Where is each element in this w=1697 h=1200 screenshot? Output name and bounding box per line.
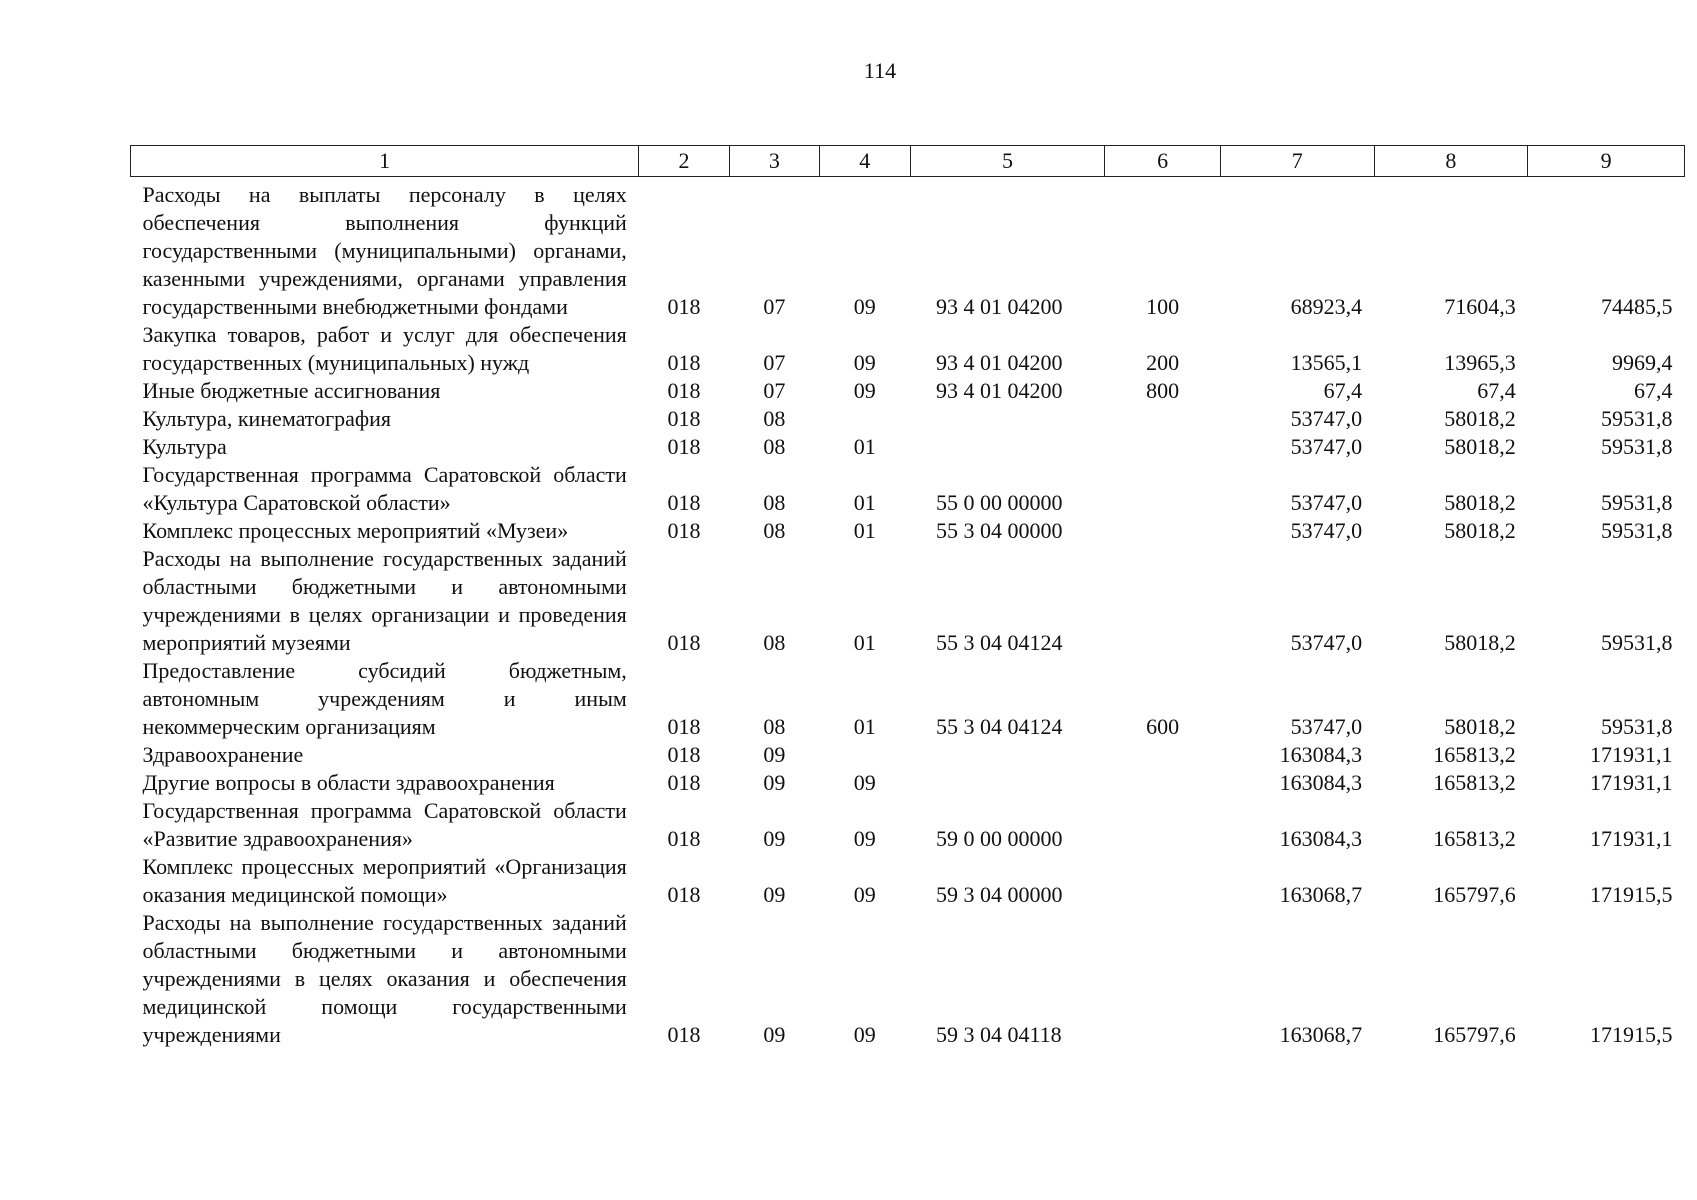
row-amount-3: 171915,5 — [1590, 1022, 1673, 1047]
row-amount-3: 171931,1 — [1590, 742, 1673, 767]
row-name: Расходы на выполнение государственных заданий областными бюджетными и автономными учреждениями в целях оказания и обеспечения медицинской помощи государственными учреждениями — [142, 910, 627, 1047]
header-cell-2: 2 — [639, 146, 729, 177]
header-cell-6: 6 — [1105, 146, 1221, 177]
row-grbs: 018 — [667, 406, 701, 431]
row-amount-2: 58018,2 — [1444, 518, 1516, 543]
row-target-article: 55 3 04 04124 — [936, 630, 1063, 655]
row-amount-2: 165797,6 — [1433, 1022, 1516, 1047]
row-target-article: 59 3 04 00000 — [936, 882, 1063, 907]
row-name: Государственная программа Саратовской области «Культура Саратовской области» — [142, 462, 627, 515]
row-amount-1: 53747,0 — [1290, 630, 1363, 655]
row-amount-2: 58018,2 — [1444, 714, 1516, 739]
budget-table — [130, 145, 1685, 1049]
row-expense-type: 800 — [1146, 378, 1180, 403]
row-amount-3: 171931,1 — [1590, 826, 1673, 851]
row-subsection: 09 — [853, 378, 876, 403]
row-amount-2: 67,4 — [1477, 378, 1516, 403]
row-amount-3: 171915,5 — [1590, 882, 1673, 907]
row-amount-2: 71604,3 — [1444, 294, 1516, 319]
row-amount-2: 165813,2 — [1433, 742, 1516, 767]
row-subsection: 01 — [853, 518, 876, 543]
row-section: 09 — [763, 826, 786, 851]
row-target-article: 93 4 01 04200 — [936, 378, 1063, 403]
row-name: Культура — [142, 434, 227, 459]
row-section: 09 — [763, 1022, 786, 1047]
header-cell-4: 4 — [820, 146, 910, 177]
row-amount-3: 9969,4 — [1612, 350, 1673, 375]
row-target-article — [910, 433, 1105, 461]
row-name: Расходы на выплаты персоналу в целях обеспечения выполнения функций государственными (муниципальными) органами, казенными учреждениями, органами управления государственными внебюджетными фондами — [142, 182, 627, 319]
row-expense-type — [1105, 741, 1221, 769]
row-amount-2: 165813,2 — [1433, 826, 1516, 851]
row-amount-1: 163084,3 — [1279, 826, 1363, 851]
row-target-article — [910, 741, 1105, 769]
row-name: Здравоохранение — [142, 742, 304, 767]
row-target-article: 55 3 04 00000 — [936, 518, 1063, 543]
row-target-article: 93 4 01 04200 — [936, 294, 1063, 319]
table-body — [131, 177, 1685, 1050]
table-row — [131, 433, 1685, 461]
row-amount-3: 59531,8 — [1601, 714, 1673, 739]
row-target-article: 55 0 00 00000 — [936, 490, 1063, 515]
row-name: Комплекс процессных мероприятий «Музеи» — [142, 518, 569, 543]
table-row — [131, 321, 1685, 377]
row-section: 08 — [763, 518, 786, 543]
row-grbs: 018 — [667, 490, 701, 515]
row-target-article: 93 4 01 04200 — [936, 350, 1063, 375]
row-amount-3: 67,4 — [1634, 378, 1673, 403]
row-subsection: 01 — [853, 714, 876, 739]
row-subsection: 09 — [853, 294, 876, 319]
row-section: 09 — [763, 882, 786, 907]
header-cell-3: 3 — [729, 146, 819, 177]
row-subsection: 01 — [853, 490, 876, 515]
row-name: Другие вопросы в области здравоохранения — [142, 770, 555, 795]
row-name: Комплекс процессных мероприятий «Организация оказания медицинской помощи» — [142, 854, 627, 907]
row-amount-3: 59531,8 — [1601, 630, 1673, 655]
row-amount-1: 163068,7 — [1279, 882, 1363, 907]
row-grbs: 018 — [667, 826, 701, 851]
row-section: 07 — [763, 350, 786, 375]
row-amount-3: 59531,8 — [1601, 434, 1673, 459]
row-amount-2: 165797,6 — [1433, 882, 1516, 907]
table-row — [131, 405, 1685, 433]
row-section: 08 — [763, 490, 786, 515]
row-section: 08 — [763, 714, 786, 739]
row-grbs: 018 — [667, 882, 701, 907]
row-grbs: 018 — [667, 294, 701, 319]
row-amount-2: 58018,2 — [1444, 490, 1516, 515]
row-target-article — [910, 405, 1105, 433]
row-amount-1: 67,4 — [1323, 378, 1363, 403]
row-amount-2: 13965,3 — [1444, 350, 1516, 375]
header-cell-8: 8 — [1374, 146, 1528, 177]
row-amount-3: 74485,5 — [1601, 294, 1673, 319]
row-amount-2: 58018,2 — [1444, 406, 1516, 431]
row-subsection: 09 — [853, 882, 876, 907]
row-grbs: 018 — [667, 434, 701, 459]
row-section: 08 — [763, 406, 786, 431]
row-grbs: 018 — [667, 1022, 701, 1047]
table-row — [131, 741, 1685, 769]
row-expense-type — [1105, 797, 1221, 853]
row-expense-type — [1105, 909, 1221, 1049]
header-cell-7: 7 — [1220, 146, 1374, 177]
row-grbs: 018 — [667, 378, 701, 403]
table-row — [131, 769, 1685, 797]
row-expense-type — [1105, 853, 1221, 909]
row-amount-1: 53747,0 — [1290, 490, 1363, 515]
row-section: 09 — [763, 770, 786, 795]
row-subsection: 09 — [853, 826, 876, 851]
table-row — [131, 461, 1685, 517]
header-row — [131, 146, 1685, 177]
header-cell-5: 5 — [910, 146, 1105, 177]
table-row — [131, 853, 1685, 909]
row-target-article: 55 3 04 04124 — [936, 714, 1063, 739]
row-amount-1: 163084,3 — [1279, 742, 1363, 767]
row-subsection: 09 — [853, 350, 876, 375]
row-amount-1: 163084,3 — [1279, 770, 1363, 795]
row-amount-3: 59531,8 — [1601, 518, 1673, 543]
row-name: Закупка товаров, работ и услуг для обеспечения государственных (муниципальных) нужд — [142, 322, 627, 375]
table-row — [131, 377, 1685, 405]
row-amount-1: 68923,4 — [1290, 294, 1363, 319]
page-number: 114 — [863, 58, 897, 83]
row-name: Расходы на выполнение государственных заданий областными бюджетными и автономными учреждениями в целях организации и проведения мероприятий музеями — [142, 546, 627, 655]
row-section: 08 — [763, 434, 786, 459]
row-expense-type — [1105, 517, 1221, 545]
row-expense-type — [1105, 433, 1221, 461]
row-expense-type: 100 — [1146, 294, 1180, 319]
row-subsection — [820, 741, 910, 769]
row-grbs: 018 — [667, 714, 701, 739]
row-grbs: 018 — [667, 350, 701, 375]
row-section: 09 — [763, 742, 786, 767]
row-target-article: 59 0 00 00000 — [936, 826, 1063, 851]
row-grbs: 018 — [667, 518, 701, 543]
row-amount-1: 53747,0 — [1290, 434, 1363, 459]
row-expense-type — [1105, 405, 1221, 433]
row-target-article — [910, 769, 1105, 797]
row-name: Государственная программа Саратовской области «Развитие здравоохранения» — [142, 798, 627, 851]
row-subsection: 01 — [853, 434, 876, 459]
row-grbs: 018 — [667, 742, 701, 767]
table-row — [131, 545, 1685, 657]
row-amount-2: 58018,2 — [1444, 630, 1516, 655]
header-cell-9: 9 — [1528, 146, 1685, 177]
row-amount-3: 59531,8 — [1601, 490, 1673, 515]
row-expense-type — [1105, 461, 1221, 517]
table-row — [131, 657, 1685, 741]
row-subsection: 09 — [853, 770, 876, 795]
row-expense-type — [1105, 545, 1221, 657]
row-grbs: 018 — [667, 770, 701, 795]
table-row — [131, 909, 1685, 1049]
row-subsection: 01 — [853, 630, 876, 655]
row-amount-1: 53747,0 — [1290, 518, 1363, 543]
row-section: 08 — [763, 630, 786, 655]
row-target-article: 59 3 04 04118 — [936, 1022, 1062, 1047]
row-name: Предоставление субсидий бюджетным, автономным учреждениям и иным некоммерческим организациям — [142, 658, 627, 739]
table-row — [131, 517, 1685, 545]
row-amount-2: 165813,2 — [1433, 770, 1516, 795]
row-subsection: 09 — [853, 1022, 876, 1047]
row-expense-type: 600 — [1146, 714, 1180, 739]
row-amount-2: 58018,2 — [1444, 434, 1516, 459]
header-cell-1: 1 — [131, 146, 639, 177]
row-amount-1: 53747,0 — [1290, 406, 1363, 431]
row-name: Культура, кинематография — [142, 406, 392, 431]
row-grbs: 018 — [667, 630, 701, 655]
table-row — [131, 797, 1685, 853]
row-amount-1: 163068,7 — [1279, 1022, 1363, 1047]
row-expense-type — [1105, 769, 1221, 797]
table-row — [131, 177, 1685, 322]
row-section: 07 — [763, 378, 786, 403]
row-amount-1: 13565,1 — [1290, 350, 1363, 375]
row-section: 07 — [763, 294, 786, 319]
row-subsection — [820, 405, 910, 433]
row-amount-1: 53747,0 — [1290, 714, 1363, 739]
row-amount-3: 59531,8 — [1601, 406, 1673, 431]
row-expense-type: 200 — [1146, 350, 1180, 375]
row-amount-3: 171931,1 — [1590, 770, 1673, 795]
row-name: Иные бюджетные ассигнования — [142, 378, 441, 403]
